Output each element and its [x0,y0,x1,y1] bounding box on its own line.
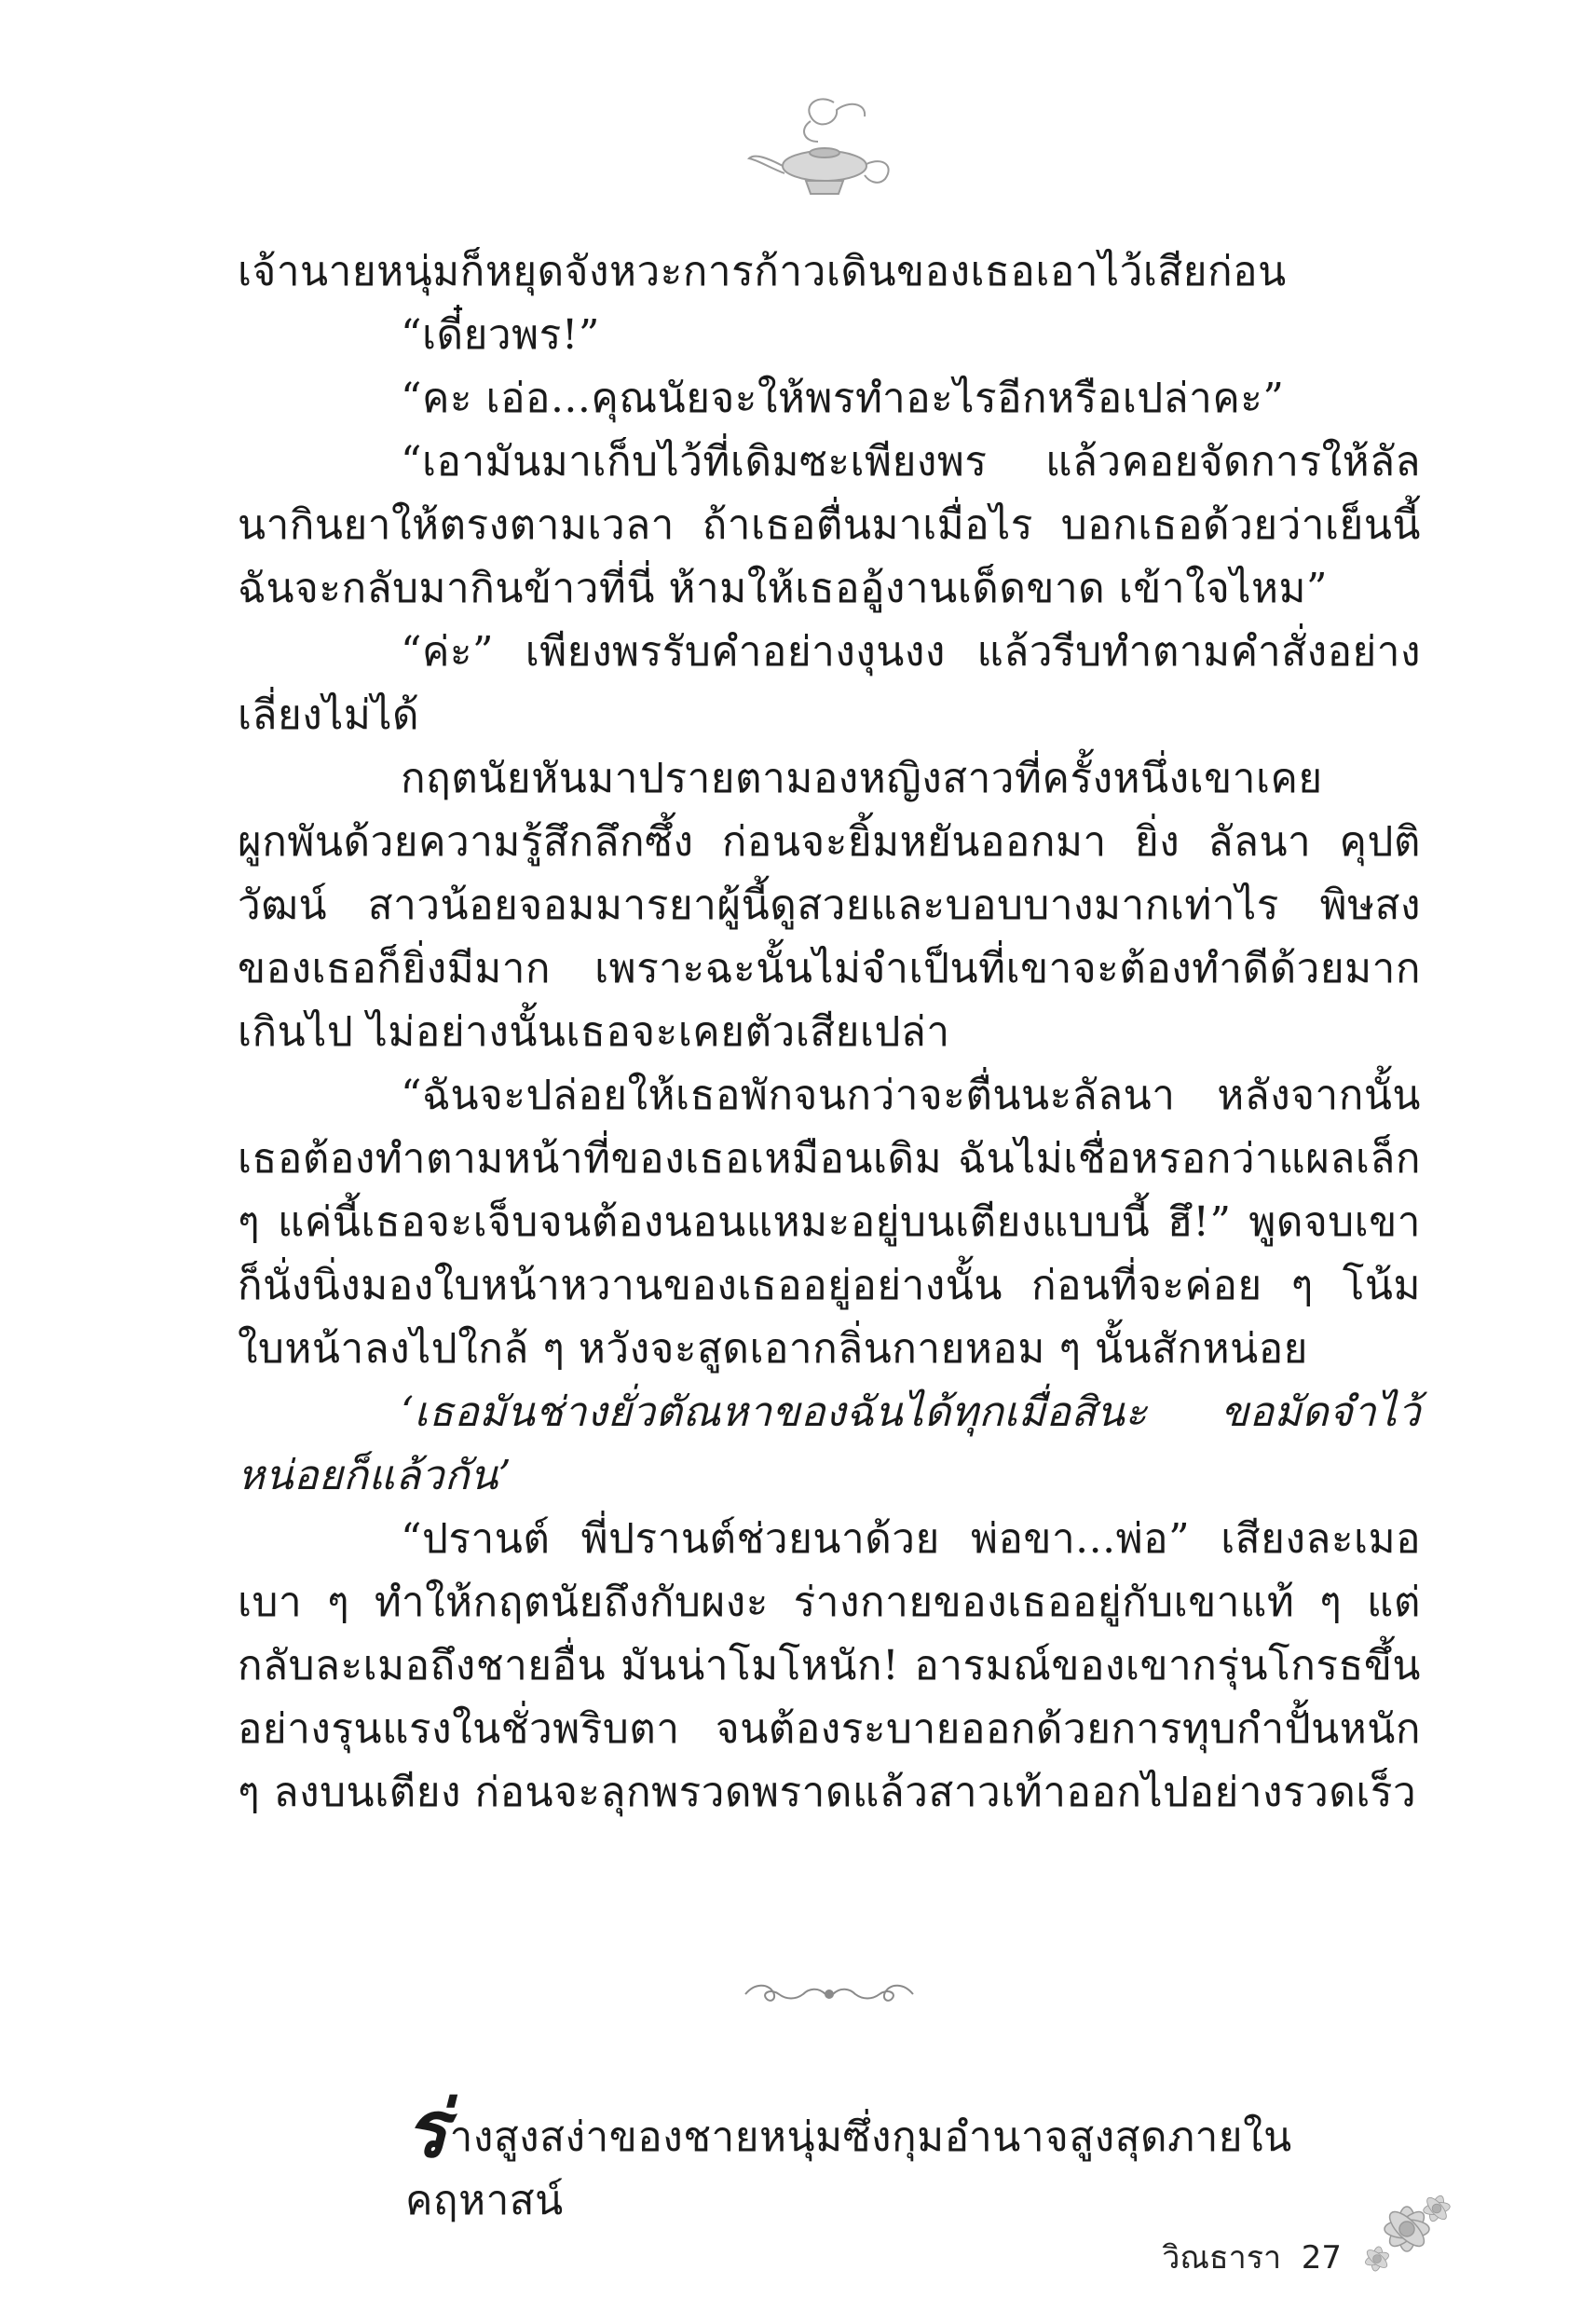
paragraph: “ฉันจะปล่อยให้เธอพักจนกว่าจะตื่นนะลัลนา หลังจากนั้นเธอต้องทำตามหน้าที่ของเธอเหมือนเดิม ฉันไม่เชื่อหรอกว่าแผลเล็ก ๆ แค่นี้เธอจะเจ็บจนต้องนอนแหมะอยู่บนเตียงแบบนี้ ฮึ!” พูดจบเขาก็นั่งนิ่งมองใบหน้าหวานของเธออยู่อย่างนั้น ก่อนที่จะค่อย ๆ โน้มใบหน้าลงไปใกล้ ๆ หวังจะสูดเอากลิ่นกายหอม ๆ นั้นสักหน่อย [238,1072,1421,1373]
drop-cap: ร่ [405,2083,448,2175]
paragraph: “ค่ะ” เพียงพรรับคำอย่างงุนงง แล้วรีบทำตามคำสั่งอย่างเลี่ยงไม่ได้ [238,628,1421,739]
page-footer [1155,2232,1342,2282]
body-text [238,240,1421,1825]
paragraph: “คะ เอ่อ...คุณนัยจะให้พรทำอะไรอีกหรือเปล่าคะ” [401,375,1285,422]
paragraph: “เดี๋ยวพร!” [401,311,600,359]
paragraph: กฤตนัยหันมาปรายตามองหญิงสาวที่ครั้งหนึ่งเขาเคยผูกพันด้วยความรู้สึกลึกซึ้ง ก่อนจะยิ้มหยันออกมา ยิ่ง ลัลนา คุปติวัฒน์ สาวน้อยจอมมารยาผู้นี้ดูสวยและบอบบางมากเท่าไร พิษสงของเธอก็ยิ่งมีมาก เพราะฉะนั้นไม่จำเป็นที่เขาจะต้องทำดีด้วยมากเกินไป ไม่อย่างนั้นเธอจะเคยตัวเสียเปล่า [238,755,1421,1056]
paragraph: “เอามันมาเก็บไว้ที่เดิมซะเพียงพร แล้วคอยจัดการให้ลัลนากินยาให้ตรงตามเวลา ถ้าเธอตื่นมาเมื่อไร บอกเธอด้วยว่าเย็นนี้ฉันจะกลับมากินข้าวที่นี่ ห้ามให้เธออู้งานเด็ดขาด เข้าใจไหม” [238,438,1421,612]
section-opening-line [405,2083,1430,2233]
inner-thought-paragraph: ‘เธอมันช่างยั่วตัณหาของฉันได้ทุกเมื่อสินะ ขอมัดจำไว้หน่อยก็แล้วกัน’ [238,1388,1421,1499]
page-number: 27 [1301,2239,1342,2277]
book-title: วิณธารา [1162,2239,1282,2277]
section-opening-text: างสูงสง่าของชายหนุ่มซึ่งกุมอำนาจสูงสุดภายในคฤหาสน์ [405,2113,1292,2224]
magic-lamp-icon [745,93,904,205]
section-divider-ornament [736,1974,922,2011]
paragraph: “ปรานต์ พี่ปรานต์ช่วยนาด้วย พ่อขา...พ่อ” เสียงละเมอเบา ๆ ทำให้กฤตนัยถึงกับผงะ ร่างกายของเธออยู่กับเขาแท้ ๆ แต่กลับละเมอถึงชายอื่น มันน่าโมโหนัก! อารมณ์ของเขากรุ่นโกรธขึ้นอย่างรุนแรงในชั่วพริบตา จนต้องระบายออกด้วยการทุบกำปั้นหนัก ๆ ลงบนเตียง ก่อนจะลุกพรวดพราดแล้วสาวเท้าออกไปอย่างรวดเร็ว [238,1515,1421,1816]
flower-decoration-icon [1351,2181,1463,2283]
paragraph: เจ้านายหนุ่มก็หยุดจังหวะการก้าวเดินของเธอเอาไว้เสียก่อน [238,248,1287,295]
